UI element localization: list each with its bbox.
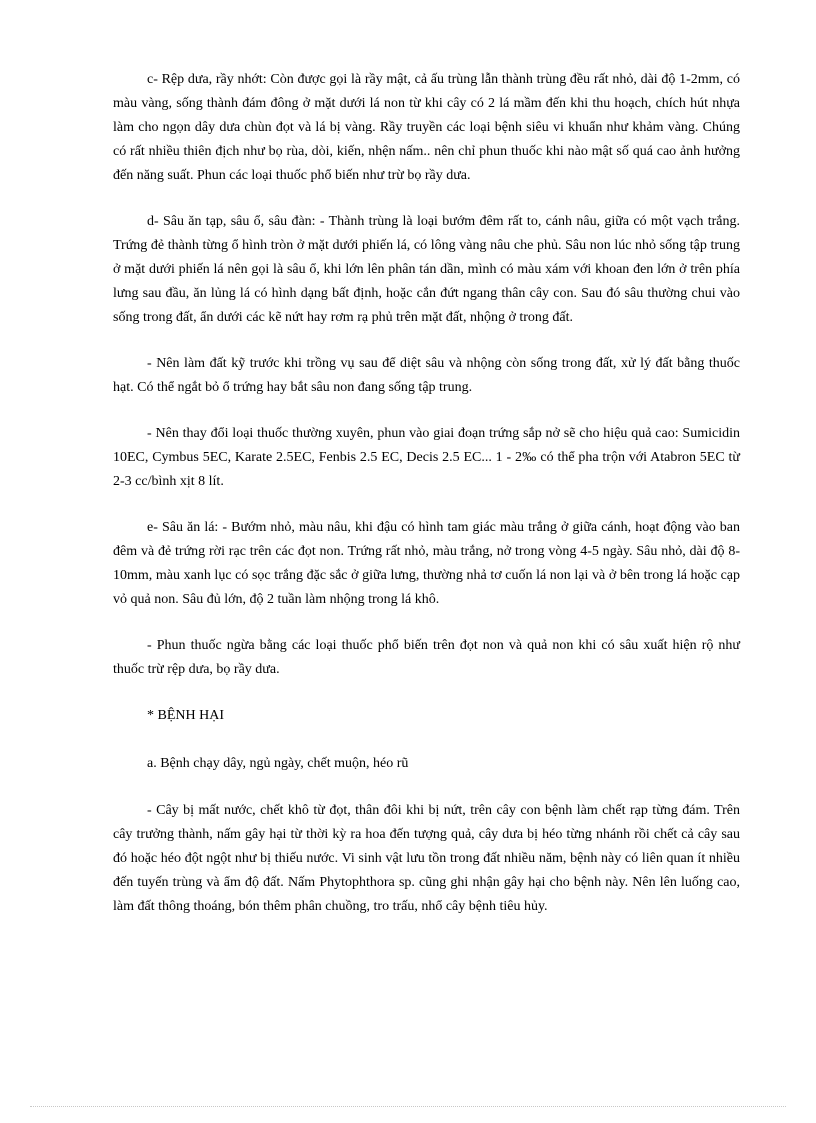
section-heading-diseases: * BỆNH HẠI: [147, 708, 224, 723]
subheading-wilt-disease: a. Bệnh chạy dây, ngủ ngày, chết muộn, héo rũ: [147, 756, 409, 771]
paragraph-pesticide-rotation: - Nên thay đổi loại thuốc thường xuyên, phun vào giai đoạn trứng sắp nở sẽ cho hiệu quả cao: Sumicidin 10EC, Cymbus 5EC, Karate 2.5EC, Fenbis 2.5 EC, Decis 2.5 EC... 1 - 2‰ có thể pha trộn với Atabron 5EC từ 2-3 cc/bình xịt 8 lít.: [113, 426, 740, 489]
page-bottom-divider: [30, 1106, 786, 1107]
paragraph-wilt-description: - Cây bị mất nước, chết khô từ đọt, thân đôi khi bị nứt, trên cây con bệnh làm chết rạp từng đám. Trên cây trưởng thành, nấm gây hại từ thời kỳ ra hoa đến tượng quả, cây dưa bị héo từng nhánh rồi chết cả cây sau đó hoặc héo đột ngột như bị thiếu nước. Vi sinh vật lưu tồn trong đất nhiều năm, bệnh này có liên quan ít nhiều đến tuyến trùng và ẩm độ đất. Nấm Phytophthora sp. cũng ghi nhận gây hại cho bệnh này. Nên lên luống cao, làm đất thông thoáng, bón thêm phân chuồng, tro trấu, nhổ cây bệnh tiêu hủy.: [113, 803, 740, 914]
document-page: [113, 68, 740, 941]
paragraph-armyworm: d- Sâu ăn tạp, sâu ổ, sâu đàn: - Thành trùng là loại bướm đêm rất to, cánh nâu, giữa có một vạch trắng. Trứng đẻ thành từng ổ hình tròn ở mặt dưới phiến lá, có lông vàng nâu che phủ. Sâu non lúc nhỏ sống tập trung ở mặt dưới phiến lá nên gọi là sâu ổ, khi lớn lên phân tán dần, mình có màu xám với khoan đen lớn ở trên phía lưng sau đầu, ăn lủng lá có hình dạng bất định, hoặc cắn đứt ngang thân cây con. Sau đó sâu thường chui vào sống trong đất, ẩn dưới các kẽ nứt hay rơm rạ phủ trên mặt đất, nhộng ở trong đất.: [113, 214, 740, 325]
paragraph-preventive-spray: - Phun thuốc ngừa bằng các loại thuốc phổ biến trên đọt non và quả non khi có sâu xuất hiện rộ như thuốc trừ rệp dưa, bọ rầy dưa.: [113, 638, 740, 677]
paragraph-leaf-caterpillar: e- Sâu ăn lá: - Bướm nhỏ, màu nâu, khi đậu có hình tam giác màu trắng ở giữa cánh, hoạt động vào ban đêm và đẻ trứng rời rạc trên các đọt non. Trứng rất nhỏ, màu trắng, nở trong vòng 4-5 ngày. Sâu nhỏ, dài độ 8-10mm, màu xanh lục có sọc trắng đặc sắc ở giữa lưng, thường nhả tơ cuốn lá non lại và ở bên trong lá hoặc cạp vỏ quả non. Sâu đủ lớn, độ 2 tuần làm nhộng trong lá khô.: [113, 520, 740, 607]
paragraph-aphids: c- Rệp dưa, rầy nhớt: Còn được gọi là rầy mật, cả ấu trùng lẫn thành trùng đều rất nhỏ, dài độ 1-2mm, có màu vàng, sống thành đám đông ở mặt dưới lá non từ khi cây có 2 lá mầm đến khi thu hoạch, chích hút nhựa làm cho ngọn dây dưa chùn đọt và lá bị vàng. Rầy truyền các loại bệnh siêu vi khuẩn như khảm vàng. Chúng có rất nhiều thiên địch như bọ rùa, dòi, kiến, nhện nấm.. nên chỉ phun thuốc khi nào mật số quá cao ảnh hưởng đến năng suất. Phun các loại thuốc phổ biến như trừ bọ rầy dưa.: [113, 72, 740, 183]
paragraph-soil-prep: - Nên làm đất kỹ trước khi trồng vụ sau để diệt sâu và nhộng còn sống trong đất, xử lý đất bằng thuốc hạt. Có thể ngắt bỏ ổ trứng hay bắt sâu non đang sống tập trung.: [113, 356, 740, 395]
